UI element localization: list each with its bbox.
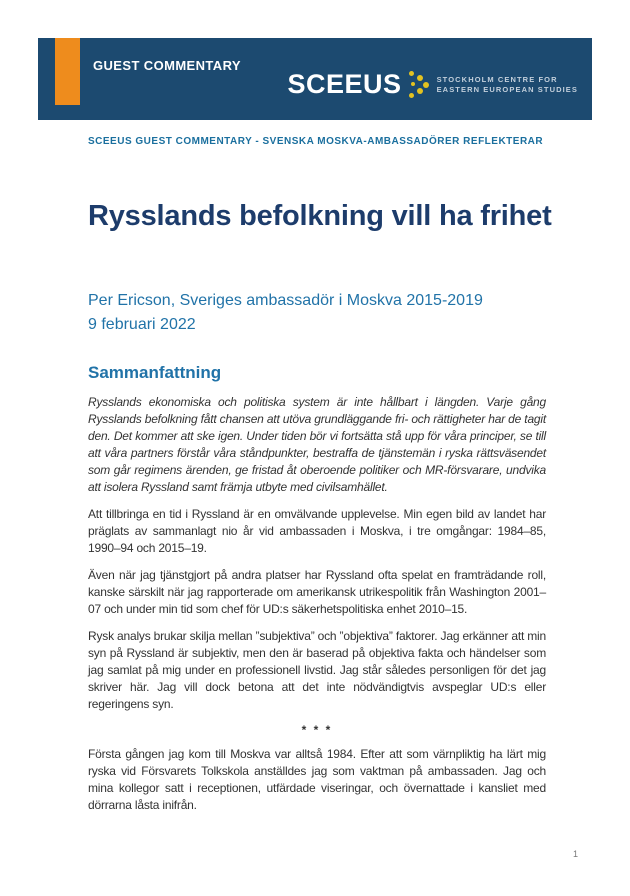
byline-author: Per Ericson, Sveriges ambassadör i Moskva 2015-2019 [88,292,483,309]
summary-paragraph: Rysslands ekonomiska och politiska system är inte hållbart i längden. Varje gång Rysslands befolkning fått chansen att utöva grundläggande fri- och rättigheter har de tagit den. Det kommer att ske igen. Under tiden bör vi fortsätta stå upp för våra principer, se till att våra partners förstår våra ståndpunkter, bestraffa de tjänstemän i ryska rättsväsendet som går regimens ärenden, ge fristad åt oberoende politiker och MR-försvarare, undvika att isolera Ryssland samt främja utbyte med civilsamhället. [88,395,546,494]
page-title: Rysslands befolkning vill ha frihet [88,200,552,232]
section-separator: * * * [301,723,333,737]
body-paragraph: Rysk analys brukar skilja mellan ”subjektiva” och ”objektiva” faktorer. Jag erkänner att min syn på Ryssland är subjektiv, men den är baserad på objektiva fakta och händelser som jag samlat på mig under en professionell livstid. Jag står således personligen för det jag skriver här. Jag vill dock betona att det inte nödvändigtvis avspeglar UD:s eller regeringens syn. [88,629,546,711]
document-type-label: GUEST COMMENTARY [93,58,241,73]
dots-arrow-icon [409,70,430,99]
body-paragraph: Även när jag tjänstgjort på andra platser har Ryssland ofta spelat en framträdande roll, kanske särskilt när jag rapporterade om amerikansk utrikespolitik från Washington 2001–07 och under min tid som chef för UD:s säkerhetspolitiska enhet 2010–15. [88,568,546,616]
sceeus-wordmark: SCEEUS [287,69,402,99]
sceeus-logo [288,70,578,99]
series-kicker: SCEEUS GUEST COMMENTARY - SVENSKA MOSKVA-AMBASSADÖRER REFLEKTERAR [88,136,544,147]
summary-heading: Sammanfattning [88,363,222,382]
byline [88,289,483,337]
body-paragraph: Första gången jag kom till Moskva var alltså 1984. Efter att som värnpliktig ha lärt mig ryska vid Försvarets Tolkskola anställdes jag som vaktman på ambassaden. Jag och mina kollegor satt i receptionen, utfärdade viseringar, och övernattade i kansliet med dörrarna låsta inifrån. [88,747,546,812]
page-number: 1 [572,849,578,859]
orange-accent-mark [55,38,80,105]
logo-tagline [437,75,578,94]
logo-tagline-line1: STOCKHOLM CENTRE FOR [436,75,558,84]
logo-tagline-line2: EASTERN EUROPEAN STUDIES [436,84,578,94]
header-bar [38,38,592,120]
article-body [88,363,546,824]
body-paragraph: Att tillbringa en tid i Ryssland är en omvälvande upplevelse. Min egen bild av landet har präglats av sammanlagt nio år vid ambassaden i Moskva, i tre omgångar: 1984–85, 1990–94 och 2015–19. [88,507,546,555]
byline-date: 9 februari 2022 [88,316,196,333]
